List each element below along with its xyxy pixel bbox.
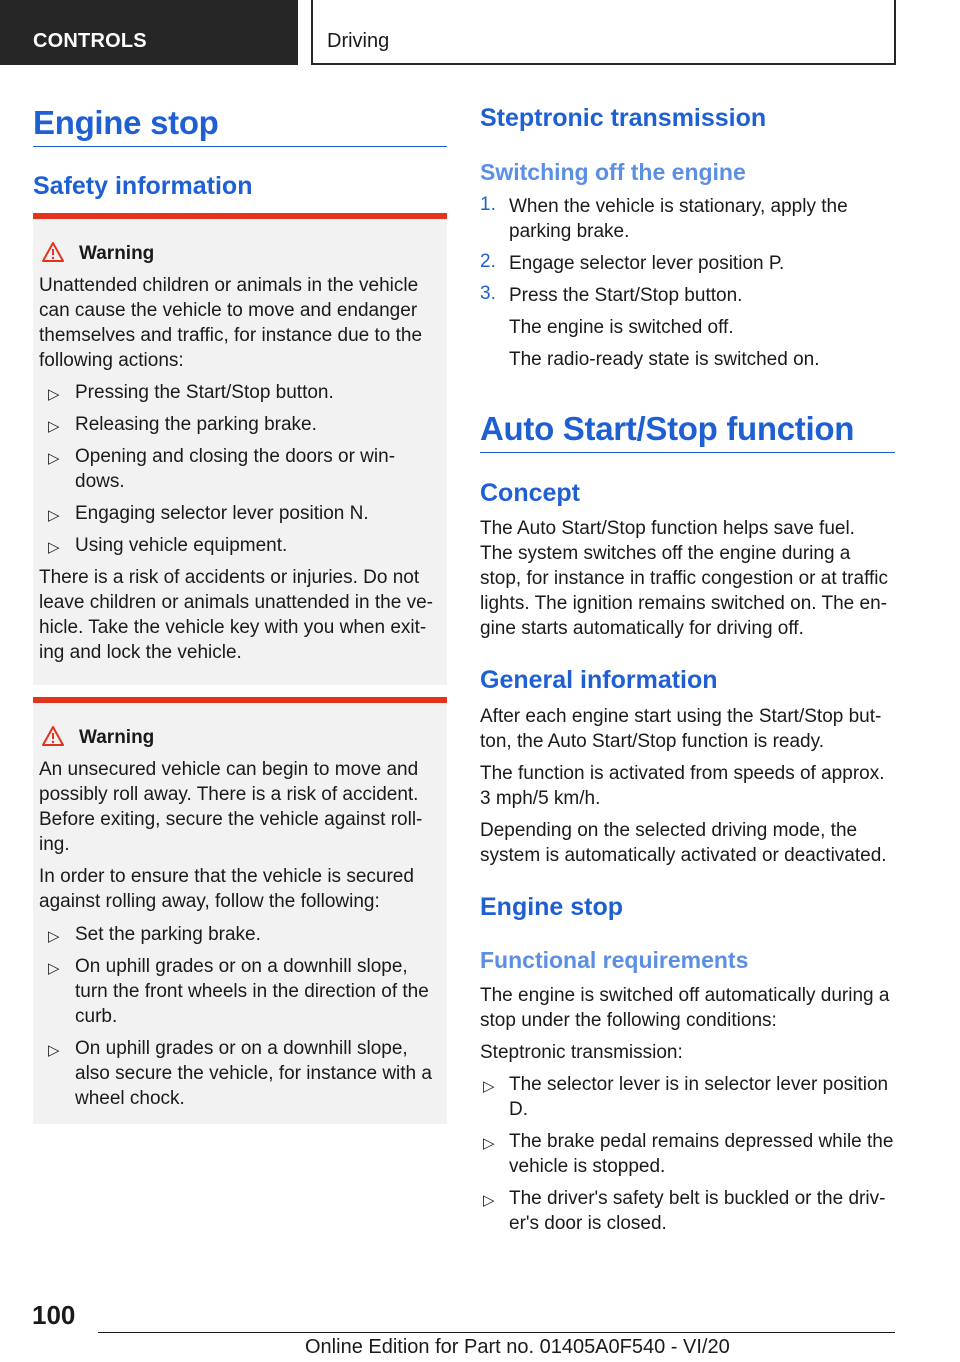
safety-information-heading: Safety information [33, 172, 253, 200]
footer-rule [98, 1332, 895, 1333]
req-bullet-2b: vehicle is stopped. [509, 1156, 666, 1177]
general1-line-1: After each engine start using the Start/Stop but- [480, 706, 882, 727]
triangle-bullet-icon: ▷ [48, 960, 60, 977]
concept-line-1: The Auto Start/Stop function helps save fuel. [480, 518, 855, 539]
step-result-2: The radio-ready state is switched on. [509, 349, 820, 370]
step-1-line-2: parking brake. [509, 221, 630, 242]
triangle-bullet-icon: ▷ [48, 507, 60, 524]
engine-stop-heading: Engine stop [480, 893, 624, 921]
concept-line-5: gine starts automatically for driving off. [480, 618, 804, 639]
general3-line-1: Depending on the selected driving mode, the [480, 820, 858, 841]
triangle-bullet-icon: ▷ [48, 1042, 60, 1059]
req-bullet-3b: er's door is closed. [509, 1213, 667, 1234]
step-result-1: The engine is switched off. [509, 317, 734, 338]
warning2-para2-2: against rolling away, follow the following: [39, 891, 380, 912]
triangle-bullet-icon: ▷ [483, 1135, 495, 1152]
general3-line-2: system is automatically activated or deactivated. [480, 845, 887, 866]
warning1-bullet-1: Pressing the Start/Stop button. [75, 382, 334, 403]
triangle-bullet-icon: ▷ [48, 539, 60, 556]
warning2-bullet-3b: also secure the vehicle, for instance with a [75, 1063, 432, 1084]
chapter-tab [311, 0, 896, 65]
section-tab [0, 0, 298, 65]
steptronic-heading: Steptronic transmission [480, 104, 767, 132]
step-1-line-1: When the vehicle is stationary, apply the [509, 196, 848, 217]
functional-requirements-heading: Functional requirements [480, 947, 749, 973]
step-number: 2. [480, 251, 496, 272]
warning2-bullet-2a: On uphill grades or on a downhill slope, [75, 956, 408, 977]
warning2-bullet-3a: On uphill grades or on a downhill slope, [75, 1038, 408, 1059]
warning-title: Warning [79, 727, 155, 748]
auto-start-stop-title: Auto Start/Stop function [480, 410, 855, 447]
general2-line-2: 3 mph/5 km/h. [480, 788, 601, 809]
warning2-bullet-2c: curb. [75, 1006, 118, 1027]
warning2-para2-1: In order to ensure that the vehicle is secured [39, 866, 414, 887]
warning1-outro-4: ing and lock the vehicle. [39, 642, 242, 663]
warning1-outro-3: hicle. Take the vehicle key with you when exit- [39, 617, 427, 638]
warning1-outro-2: leave children or animals unattended in the ve- [39, 592, 433, 613]
engine-stop-title: Engine stop [33, 104, 219, 141]
concept-line-4: lights. The ignition remains switched on. The en- [480, 593, 887, 614]
concept-line-2: The system switches off the engine during a [480, 543, 851, 564]
func-req-line-1: The engine is switched off automatically during a [480, 985, 890, 1006]
triangle-bullet-icon: ▷ [48, 386, 60, 403]
triangle-bullet-icon: ▷ [48, 450, 60, 467]
chapter-label: Driving [327, 30, 390, 52]
warning1-bullet-5: Using vehicle equipment. [75, 535, 288, 556]
triangle-bullet-icon: ▷ [483, 1192, 495, 1209]
edition-note: Online Edition for Part no. 01405A0F540 - VI/20 [305, 1336, 730, 1358]
warning-triangle-icon [42, 242, 64, 262]
warning1-intro-2: can cause the vehicle to move and endanger [39, 300, 418, 321]
warning1-outro-1: There is a risk of accidents or injuries. Do not [39, 567, 420, 588]
title-rule [480, 452, 895, 453]
warning-triangle-icon [42, 726, 64, 746]
warning2-para1-4: ing. [39, 834, 70, 855]
concept-line-3: stop, for instance in traffic congestion or at traffic [480, 568, 889, 589]
warning2-para1-1: An unsecured vehicle can begin to move and [39, 759, 419, 780]
triangle-bullet-icon: ▷ [48, 418, 60, 435]
warning2-para1-2: possibly roll away. There is a risk of accident. [39, 784, 419, 805]
triangle-bullet-icon: ▷ [48, 928, 60, 945]
triangle-bullet-icon: ▷ [483, 1078, 495, 1095]
switching-off-heading: Switching off the engine [480, 159, 746, 185]
page-number: 100 [32, 1300, 76, 1330]
req-bullet-1a: The selector lever is in selector lever position [509, 1074, 889, 1095]
warning2-bullet-2b: turn the front wheels in the direction of the [75, 981, 429, 1002]
func-req-line-2: stop under the following conditions: [480, 1010, 777, 1031]
step-2-line-1: Engage selector lever position P. [509, 253, 785, 274]
warning2-para1-3: Before exiting, secure the vehicle against roll- [39, 809, 423, 830]
warning1-intro-3: themselves and traffic, for instance due to the [39, 325, 423, 346]
warning1-bullet-4: Engaging selector lever position N. [75, 503, 369, 524]
section-label: CONTROLS [33, 30, 147, 52]
warning2-bullet-1: Set the parking brake. [75, 924, 261, 945]
warning1-bullet-3a: Opening and closing the doors or win- [75, 446, 396, 467]
steptronic-label: Steptronic transmission: [480, 1042, 683, 1063]
warning1-bullet-2: Releasing the parking brake. [75, 414, 317, 435]
step-3-line-1: Press the Start/Stop button. [509, 285, 743, 306]
req-bullet-2a: The brake pedal remains depressed while the [509, 1131, 894, 1152]
req-bullet-1b: D. [509, 1099, 528, 1120]
step-number: 3. [480, 283, 496, 304]
general-information-heading: General information [480, 666, 718, 694]
warning1-bullet-3b: dows. [75, 471, 125, 492]
req-bullet-3a: The driver's safety belt is buckled or the driv- [509, 1188, 886, 1209]
warning1-intro-1: Unattended children or animals in the vehicle [39, 275, 419, 296]
general2-line-1: The function is activated from speeds of approx. [480, 763, 885, 784]
concept-heading: Concept [480, 479, 580, 507]
warning1-intro-4: following actions: [39, 350, 184, 371]
title-rule [33, 146, 447, 147]
general1-line-2: ton, the Auto Start/Stop function is ready. [480, 731, 824, 752]
warning-title: Warning [79, 243, 155, 264]
step-number: 1. [480, 194, 496, 215]
warning2-bullet-3c: wheel chock. [75, 1088, 185, 1109]
